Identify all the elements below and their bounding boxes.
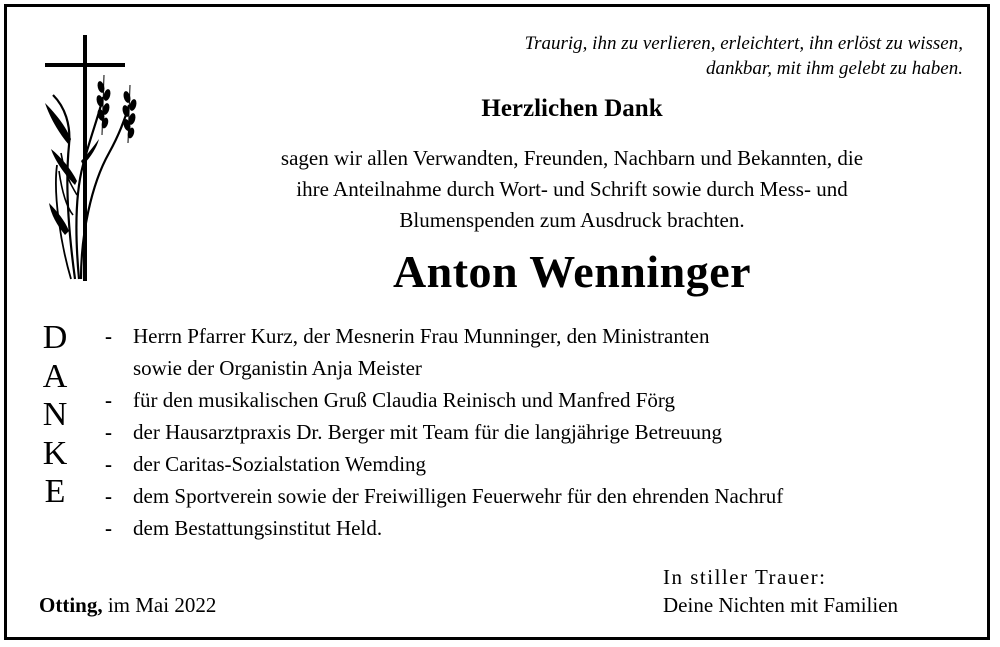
list-item-text: der Caritas-Sozialstation Wemding <box>133 452 427 476</box>
place-town: Otting, <box>39 593 103 617</box>
list-item <box>105 448 985 480</box>
list-item-text: der Hausarztpraxis Dr. Berger mit Team für die langjährige Betreuung <box>133 420 723 444</box>
danke-vertical <box>27 319 83 512</box>
heading: Herzlichen Dank <box>481 95 663 122</box>
list-item <box>105 384 985 416</box>
motto-line: dankbar, mit ihm gelebt zu haben. <box>705 58 963 79</box>
list-item-text: sowie der Organistin Anja Meister <box>133 356 422 380</box>
list-item-text: dem Bestattungsinstitut Held. <box>133 516 383 540</box>
intro-text <box>167 143 977 236</box>
list-item <box>105 512 985 544</box>
obituary-card <box>4 4 990 640</box>
place-date <box>39 593 216 618</box>
deceased-name: Anton Wenninger <box>392 246 752 297</box>
dash-bullet: - <box>105 324 112 348</box>
dash-bullet: - <box>105 420 112 444</box>
danke-letter: D <box>42 319 68 356</box>
list-item <box>105 416 985 448</box>
danke-letter: K <box>42 434 68 472</box>
dash-bullet: - <box>105 516 112 540</box>
intro-line: ihre Anteilnahme durch Wort- und Schrift sowie durch Mess- und <box>296 177 848 201</box>
danke-letter: E <box>44 473 66 510</box>
signature-names: Deine Nichten mit Familien <box>663 593 899 617</box>
intro-line: Blumenspenden zum Ausdruck brachten. <box>399 208 745 232</box>
signature-intro: In stiller Trauer: <box>663 565 827 589</box>
thanks-list <box>105 320 985 544</box>
dash-bullet: - <box>105 484 112 508</box>
motto <box>323 31 963 81</box>
intro-line: sagen wir allen Verwandten, Freunden, Nachbarn und Bekannten, die <box>280 146 864 170</box>
list-item-text: Herrn Pfarrer Kurz, der Mesnerin Frau Munninger, den Ministranten <box>133 324 710 348</box>
list-item <box>105 480 985 512</box>
danke-letter: N <box>42 396 68 433</box>
list-item-text: für den musikalischen Gruß Claudia Reinisch und Manfred Förg <box>133 388 676 412</box>
list-item-text: dem Sportverein sowie der Freiwilligen Feuerwehr für den ehrenden Nachruf <box>133 484 784 508</box>
dash-bullet: - <box>105 388 112 412</box>
motto-line: Traurig, ihn zu verlieren, erleichtert, ihn erlöst zu wissen, <box>524 33 963 54</box>
place-date-text: im Mai 2022 <box>102 593 217 617</box>
cross-with-wheat-icon <box>35 35 155 295</box>
danke-letter: A <box>42 357 68 395</box>
list-item <box>105 320 985 384</box>
dash-bullet: - <box>105 452 112 476</box>
